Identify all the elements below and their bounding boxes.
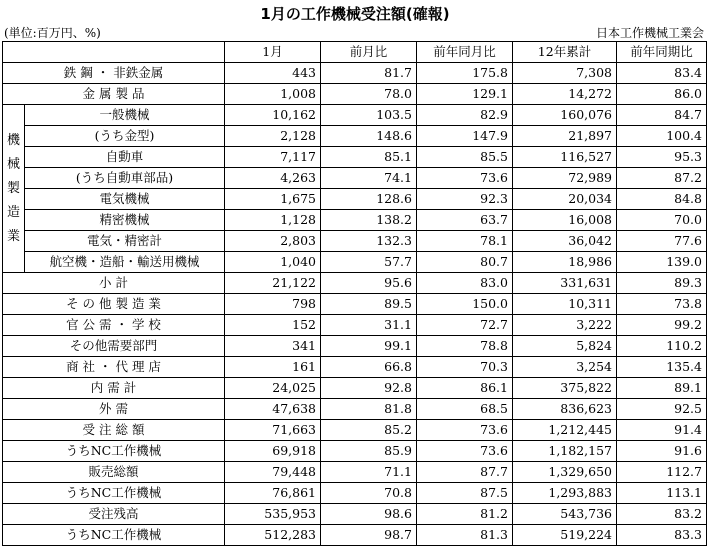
value-cell: 79,448 bbox=[225, 462, 321, 483]
row-label: そ の 他 製 造 業 bbox=[3, 294, 225, 315]
value-cell: 69,918 bbox=[225, 441, 321, 462]
row-label: 外 需 bbox=[3, 399, 225, 420]
value-cell: 10,311 bbox=[513, 294, 617, 315]
value-cell: 81.7 bbox=[321, 63, 417, 84]
value-cell: 78.1 bbox=[417, 231, 513, 252]
row-label: うちNC工作機械 bbox=[3, 483, 225, 504]
value-cell: 7,308 bbox=[513, 63, 617, 84]
value-cell: 95.6 bbox=[321, 273, 417, 294]
value-cell: 512,283 bbox=[225, 525, 321, 546]
table-row bbox=[3, 378, 707, 399]
row-label: うちNC工作機械 bbox=[3, 441, 225, 462]
value-cell: 92.3 bbox=[417, 189, 513, 210]
value-cell: 84.8 bbox=[617, 189, 707, 210]
group-label-char: 製 bbox=[6, 180, 20, 196]
group-label-char: 機 bbox=[6, 132, 20, 148]
value-cell: 76,861 bbox=[225, 483, 321, 504]
value-cell: 331,631 bbox=[513, 273, 617, 294]
value-cell: 83.4 bbox=[617, 63, 707, 84]
table-body bbox=[3, 42, 707, 546]
table-row bbox=[3, 357, 707, 378]
value-cell: 87.5 bbox=[417, 483, 513, 504]
value-cell: 10,162 bbox=[225, 105, 321, 126]
value-cell: 73.6 bbox=[417, 420, 513, 441]
value-cell: 161 bbox=[225, 357, 321, 378]
unit-note: (単位:百万円、%) bbox=[4, 26, 101, 40]
row-label: 鉄 鋼 ・ 非鉄金属 bbox=[3, 63, 225, 84]
value-cell: 83.0 bbox=[417, 273, 513, 294]
value-cell: 91.4 bbox=[617, 420, 707, 441]
row-label: 一般機械 bbox=[25, 105, 225, 126]
value-cell: 21,122 bbox=[225, 273, 321, 294]
row-label: うちNC工作機械 bbox=[3, 525, 225, 546]
table-row bbox=[3, 315, 707, 336]
value-cell: 535,953 bbox=[225, 504, 321, 525]
value-cell: 91.6 bbox=[617, 441, 707, 462]
value-cell: 20,034 bbox=[513, 189, 617, 210]
value-cell: 83.3 bbox=[617, 525, 707, 546]
table-row bbox=[3, 294, 707, 315]
column-header: 前年同月比 bbox=[417, 42, 513, 63]
value-cell: 78.0 bbox=[321, 84, 417, 105]
value-cell: 81.8 bbox=[321, 399, 417, 420]
group-label-char: 械 bbox=[6, 156, 20, 172]
table-row bbox=[3, 399, 707, 420]
value-cell: 519,224 bbox=[513, 525, 617, 546]
value-cell: 1,128 bbox=[225, 210, 321, 231]
value-cell: 1,008 bbox=[225, 84, 321, 105]
value-cell: 3,222 bbox=[513, 315, 617, 336]
value-cell: 98.6 bbox=[321, 504, 417, 525]
table-row bbox=[3, 462, 707, 483]
row-label: 金 属 製 品 bbox=[3, 84, 225, 105]
table-row bbox=[3, 126, 707, 147]
value-cell: 160,076 bbox=[513, 105, 617, 126]
value-cell: 71.1 bbox=[321, 462, 417, 483]
header-row bbox=[3, 42, 707, 63]
value-cell: 2,128 bbox=[225, 126, 321, 147]
group-label-char: 造 bbox=[6, 204, 20, 220]
value-cell: 138.2 bbox=[321, 210, 417, 231]
value-cell: 1,675 bbox=[225, 189, 321, 210]
value-cell: 70.8 bbox=[321, 483, 417, 504]
value-cell: 139.0 bbox=[617, 252, 707, 273]
table-row bbox=[3, 84, 707, 105]
value-cell: 70.0 bbox=[617, 210, 707, 231]
value-cell: 47,638 bbox=[225, 399, 321, 420]
value-cell: 99.1 bbox=[321, 336, 417, 357]
value-cell: 77.6 bbox=[617, 231, 707, 252]
table-row bbox=[3, 231, 707, 252]
table-row bbox=[3, 525, 707, 546]
column-header: 前年同期比 bbox=[617, 42, 707, 63]
page-title: 1月の工作機械受注額(確報) bbox=[260, 5, 450, 23]
value-cell: 31.1 bbox=[321, 315, 417, 336]
table-row bbox=[3, 336, 707, 357]
value-cell: 129.1 bbox=[417, 84, 513, 105]
value-cell: 1,182,157 bbox=[513, 441, 617, 462]
header-cell-blank bbox=[3, 42, 225, 63]
table-row bbox=[3, 210, 707, 231]
value-cell: 85.5 bbox=[417, 147, 513, 168]
value-cell: 87.7 bbox=[417, 462, 513, 483]
value-cell: 152 bbox=[225, 315, 321, 336]
value-cell: 74.1 bbox=[321, 168, 417, 189]
value-cell: 36,042 bbox=[513, 231, 617, 252]
table-row bbox=[3, 441, 707, 462]
column-header: 12年累計 bbox=[513, 42, 617, 63]
row-label: 内 需 計 bbox=[3, 378, 225, 399]
table-row bbox=[3, 147, 707, 168]
value-cell: 89.5 bbox=[321, 294, 417, 315]
value-cell: 92.8 bbox=[321, 378, 417, 399]
row-label: 商 社 ・ 代 理 店 bbox=[3, 357, 225, 378]
row-label: 航空機・造船・輸送用機械 bbox=[25, 252, 225, 273]
value-cell: 80.7 bbox=[417, 252, 513, 273]
value-cell: 66.8 bbox=[321, 357, 417, 378]
value-cell: 1,212,445 bbox=[513, 420, 617, 441]
value-cell: 148.6 bbox=[321, 126, 417, 147]
value-cell: 92.5 bbox=[617, 399, 707, 420]
value-cell: 89.3 bbox=[617, 273, 707, 294]
value-cell: 85.9 bbox=[321, 441, 417, 462]
machinery-group-label bbox=[3, 105, 25, 273]
value-cell: 110.2 bbox=[617, 336, 707, 357]
value-cell: 375,822 bbox=[513, 378, 617, 399]
value-cell: 98.7 bbox=[321, 525, 417, 546]
table-row bbox=[3, 273, 707, 294]
value-cell: 95.3 bbox=[617, 147, 707, 168]
value-cell: 57.7 bbox=[321, 252, 417, 273]
value-cell: 3,254 bbox=[513, 357, 617, 378]
value-cell: 836,623 bbox=[513, 399, 617, 420]
value-cell: 87.2 bbox=[617, 168, 707, 189]
value-cell: 70.3 bbox=[417, 357, 513, 378]
value-cell: 103.5 bbox=[321, 105, 417, 126]
value-cell: 2,803 bbox=[225, 231, 321, 252]
row-label: 電気・精密計 bbox=[25, 231, 225, 252]
value-cell: 72,989 bbox=[513, 168, 617, 189]
column-header: 前月比 bbox=[321, 42, 417, 63]
value-cell: 24,025 bbox=[225, 378, 321, 399]
row-label: 電気機械 bbox=[25, 189, 225, 210]
table-row bbox=[3, 420, 707, 441]
value-cell: 150.0 bbox=[417, 294, 513, 315]
value-cell: 86.1 bbox=[417, 378, 513, 399]
value-cell: 81.3 bbox=[417, 525, 513, 546]
value-cell: 85.1 bbox=[321, 147, 417, 168]
value-cell: 1,040 bbox=[225, 252, 321, 273]
orders-table bbox=[2, 41, 707, 546]
row-label: 自動車 bbox=[25, 147, 225, 168]
value-cell: 78.8 bbox=[417, 336, 513, 357]
row-label: (うち自動車部品) bbox=[25, 168, 225, 189]
table-row bbox=[3, 189, 707, 210]
value-cell: 4,263 bbox=[225, 168, 321, 189]
row-label: 精密機械 bbox=[25, 210, 225, 231]
table-row bbox=[3, 483, 707, 504]
value-cell: 100.4 bbox=[617, 126, 707, 147]
value-cell: 14,272 bbox=[513, 84, 617, 105]
value-cell: 543,736 bbox=[513, 504, 617, 525]
row-label: 受 注 総 額 bbox=[3, 420, 225, 441]
value-cell: 81.2 bbox=[417, 504, 513, 525]
value-cell: 1,329,650 bbox=[513, 462, 617, 483]
value-cell: 72.7 bbox=[417, 315, 513, 336]
row-label: 販売総額 bbox=[3, 462, 225, 483]
value-cell: 83.2 bbox=[617, 504, 707, 525]
value-cell: 112.7 bbox=[617, 462, 707, 483]
value-cell: 99.2 bbox=[617, 315, 707, 336]
value-cell: 85.2 bbox=[321, 420, 417, 441]
value-cell: 341 bbox=[225, 336, 321, 357]
row-label: 受注残高 bbox=[3, 504, 225, 525]
value-cell: 86.0 bbox=[617, 84, 707, 105]
table-row bbox=[3, 252, 707, 273]
value-cell: 18,986 bbox=[513, 252, 617, 273]
value-cell: 128.6 bbox=[321, 189, 417, 210]
value-cell: 73.6 bbox=[417, 441, 513, 462]
value-cell: 84.7 bbox=[617, 105, 707, 126]
group-label-char: 業 bbox=[6, 228, 20, 244]
row-label: (うち金型) bbox=[25, 126, 225, 147]
value-cell: 175.8 bbox=[417, 63, 513, 84]
value-cell: 443 bbox=[225, 63, 321, 84]
value-cell: 5,824 bbox=[513, 336, 617, 357]
table-row bbox=[3, 168, 707, 189]
table-row bbox=[3, 63, 707, 84]
row-label: 官 公 需 ・ 学 校 bbox=[3, 315, 225, 336]
value-cell: 7,117 bbox=[225, 147, 321, 168]
value-cell: 21,897 bbox=[513, 126, 617, 147]
value-cell: 71,663 bbox=[225, 420, 321, 441]
value-cell: 113.1 bbox=[617, 483, 707, 504]
value-cell: 798 bbox=[225, 294, 321, 315]
column-header: 1月 bbox=[225, 42, 321, 63]
value-cell: 73.8 bbox=[617, 294, 707, 315]
table-row bbox=[3, 504, 707, 525]
value-cell: 1,293,883 bbox=[513, 483, 617, 504]
source-label: 日本工作機械工業会 bbox=[595, 26, 704, 40]
value-cell: 116,527 bbox=[513, 147, 617, 168]
row-label: 小 計 bbox=[3, 273, 225, 294]
value-cell: 147.9 bbox=[417, 126, 513, 147]
value-cell: 135.4 bbox=[617, 357, 707, 378]
value-cell: 68.5 bbox=[417, 399, 513, 420]
value-cell: 132.3 bbox=[321, 231, 417, 252]
value-cell: 63.7 bbox=[417, 210, 513, 231]
value-cell: 82.9 bbox=[417, 105, 513, 126]
value-cell: 89.1 bbox=[617, 378, 707, 399]
table-row bbox=[3, 105, 707, 126]
row-label: その他需要部門 bbox=[3, 336, 225, 357]
value-cell: 16,008 bbox=[513, 210, 617, 231]
value-cell: 73.6 bbox=[417, 168, 513, 189]
